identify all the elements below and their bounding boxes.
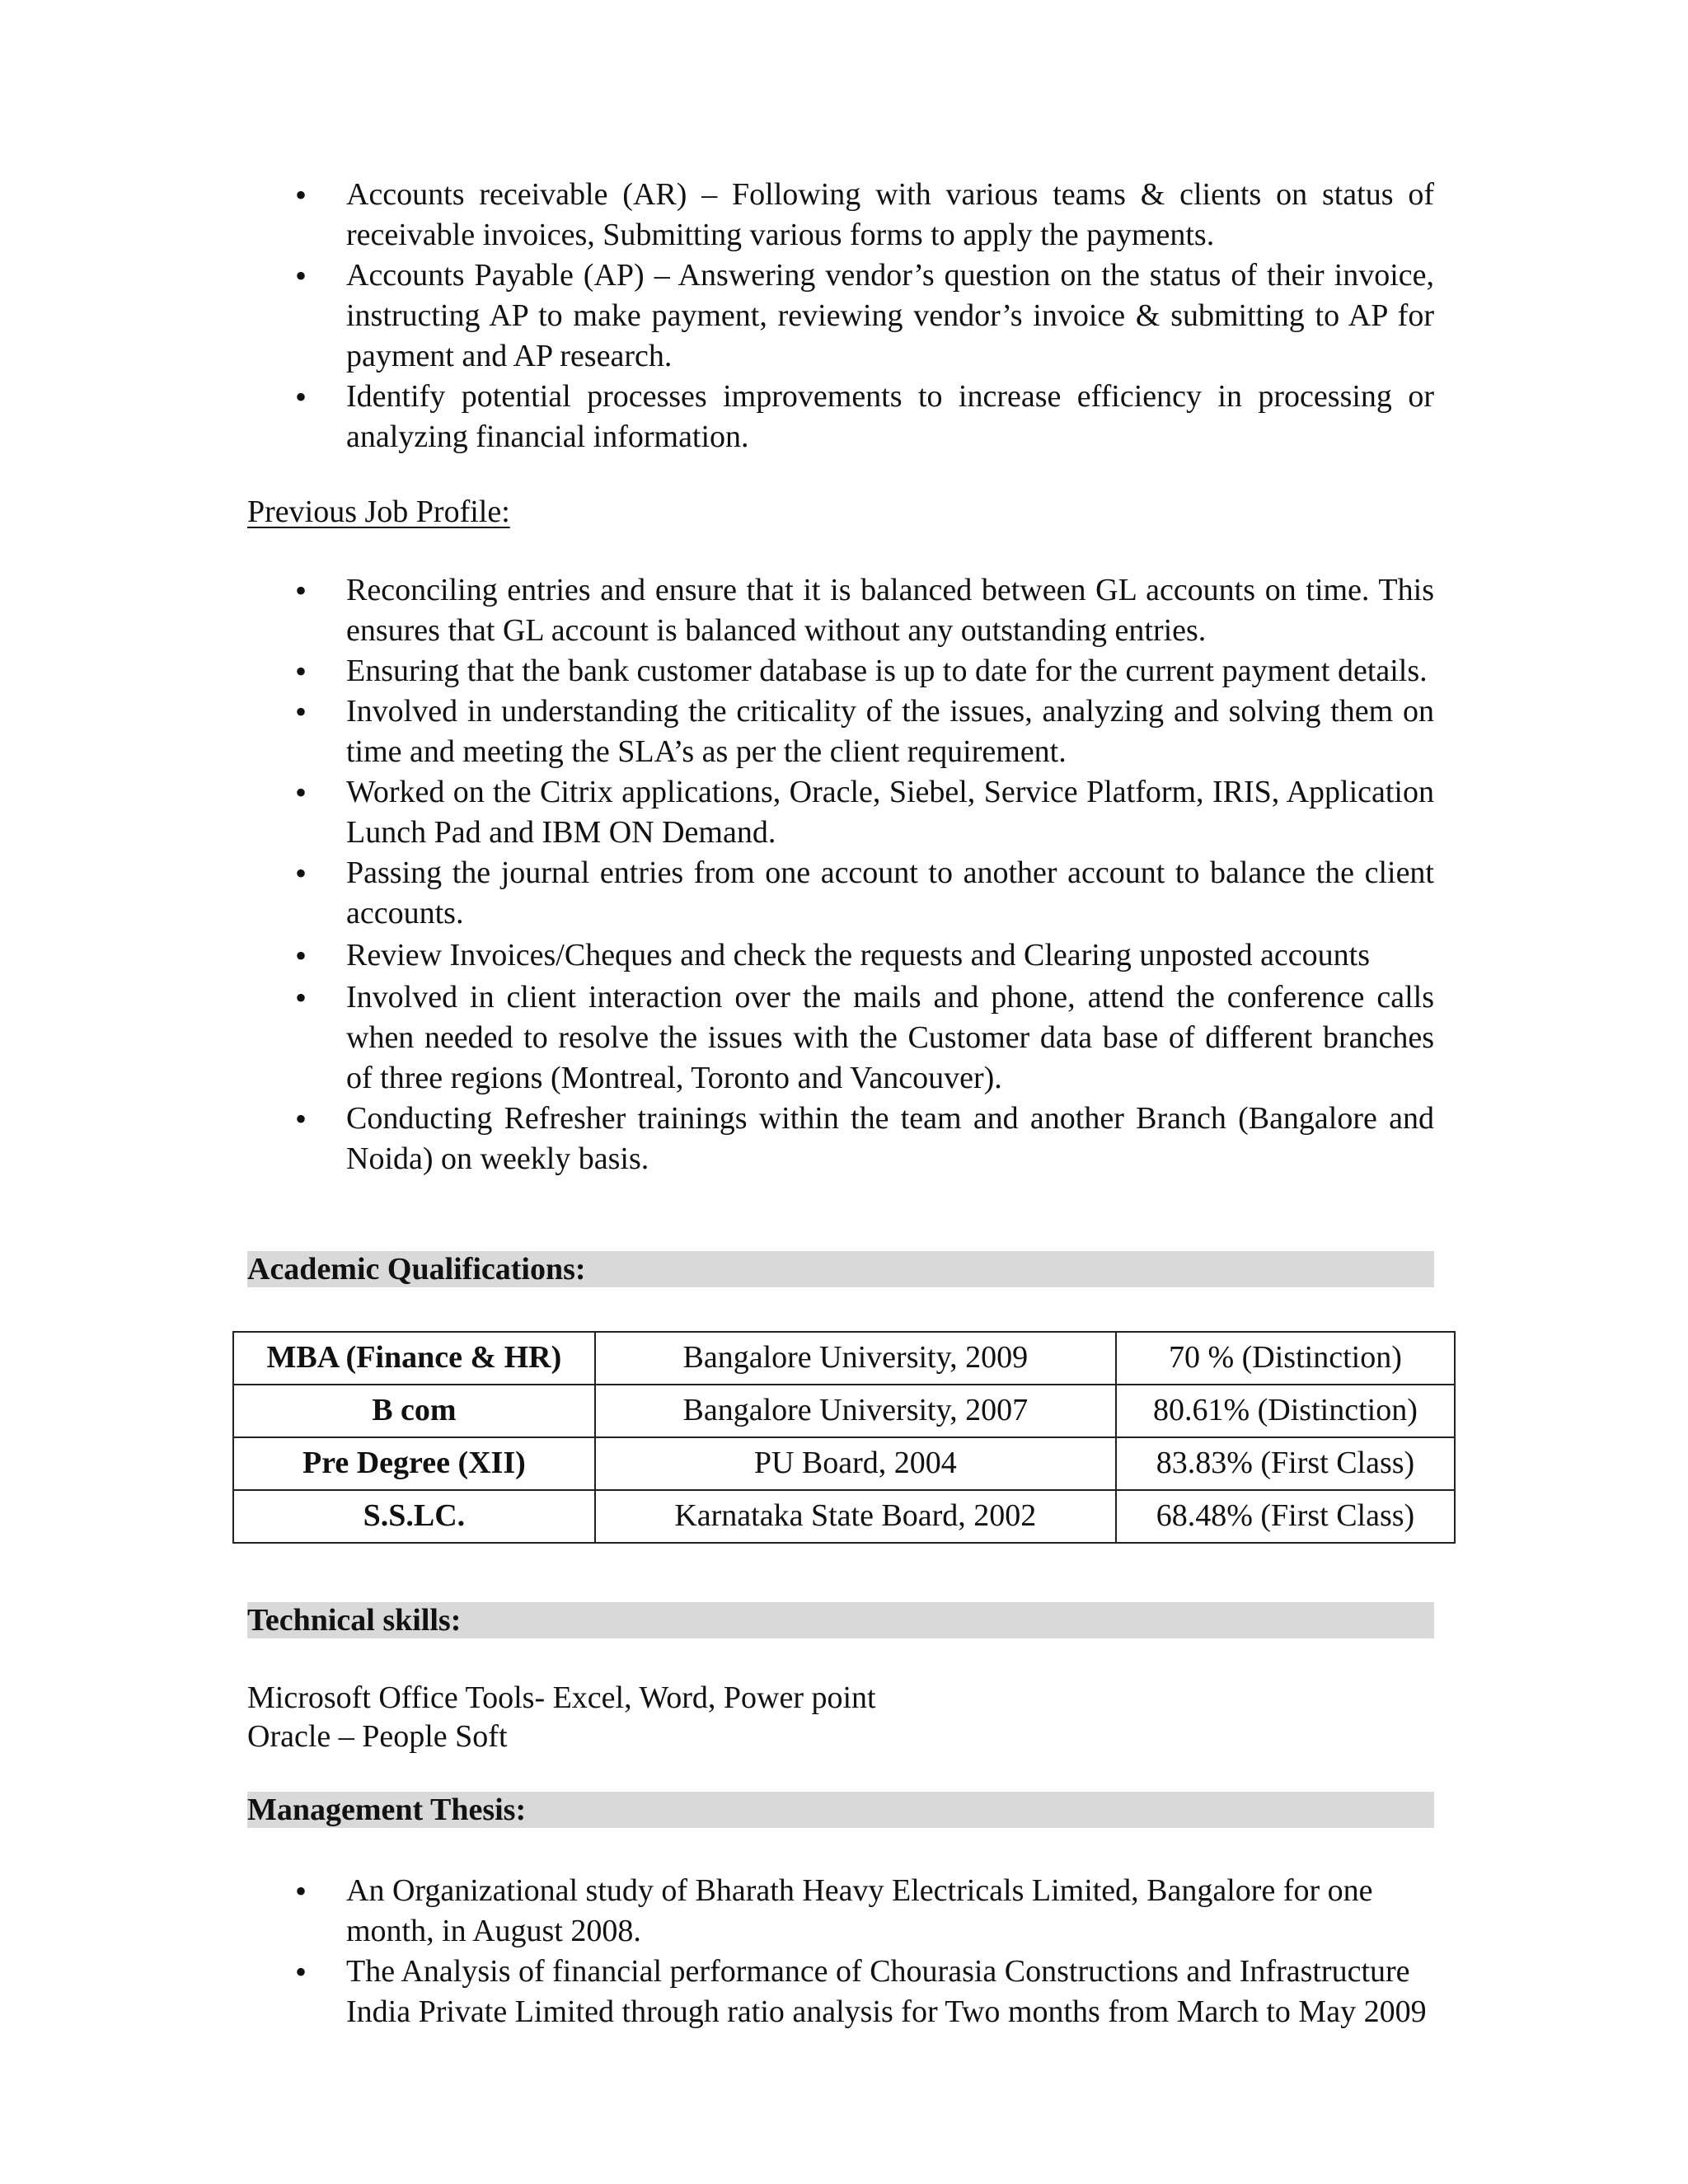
score-cell: 83.83% (First Class) [1116,1437,1455,1490]
list-item: • Ensuring that the bank customer database is up to date for the current payment details. [247,651,1434,691]
list-item: • Conducting Refresher trainings within the team and another Branch (Bangalore and Noida) on weekly basis. [247,1099,1434,1179]
institution-cell: PU Board, 2004 [595,1437,1116,1490]
table-row [233,1332,1455,1385]
previous-job-bullets [247,570,1434,1179]
degree-cell: S.S.LC. [233,1490,595,1543]
institution-cell: Bangalore University, 2009 [595,1332,1116,1385]
degree-cell: MBA (Finance & HR) [233,1332,595,1385]
list-item: • The Analysis of financial performance of Chourasia Constructions and Infrastructure India Private Limited through ratio analysis for Two months from March to May 2009 [247,1952,1434,2032]
score-cell: 80.61% (Distinction) [1116,1385,1455,1437]
technical-skill-line: Microsoft Office Tools- Excel, Word, Power point [247,1680,876,1715]
list-item: • An Organizational study of Bharath Heavy Electricals Limited, Bangalore for one month, in August 2008. [247,1871,1434,1952]
list-item: • Review Invoices/Cheques and check the requests and Clearing unposted accounts [247,935,1434,976]
score-cell: 68.48% (First Class) [1116,1490,1455,1543]
list-item: • Accounts Payable (AP) – Answering vendor’s question on the status of their invoice, instructing AP to make payment, reviewing vendor’s invoice & submitting to AP for payment and AP research. [247,255,1434,377]
academic-heading: Academic Qualifications: [247,1251,1434,1287]
table-row [233,1490,1455,1543]
list-item: • Involved in understanding the criticality of the issues, analyzing and solving them on time and meeting the SLA’s as per the client requirement. [247,691,1434,772]
table-row [233,1385,1455,1437]
table-row [233,1437,1455,1490]
current-job-bullets [247,175,1434,457]
previous-job-heading: Previous Job Profile: [247,494,510,529]
thesis-heading: Management Thesis: [247,1792,1434,1828]
thesis-bullets [247,1871,1434,2032]
list-item: • Passing the journal entries from one account to another account to balance the client accounts. [247,853,1434,934]
institution-cell: Bangalore University, 2007 [595,1385,1116,1437]
list-item: • Involved in client interaction over the mails and phone, attend the conference calls when needed to resolve the issues with the Customer data base of different branches of three regions (Montreal, Toronto and Vancouver). [247,977,1434,1099]
list-item: • Worked on the Citrix applications, Oracle, Siebel, Service Platform, IRIS, Application Lunch Pad and IBM ON Demand. [247,772,1434,853]
degree-cell: B com [233,1385,595,1437]
institution-cell: Karnataka State Board, 2002 [595,1490,1116,1543]
technical-skill-line: Oracle – People Soft [247,1719,508,1754]
score-cell: 70 % (Distinction) [1116,1332,1455,1385]
technical-heading: Technical skills: [247,1602,1434,1638]
list-item: • Reconciling entries and ensure that it is balanced between GL accounts on time. This ensures that GL account is balanced without any outstanding entries. [247,570,1434,651]
qualifications-table [232,1331,1456,1544]
list-item: • Accounts receivable (AR) – Following with various teams & clients on status of receivable invoices, Submitting various forms to apply the payments. [247,175,1434,255]
list-item: • Identify potential processes improvements to increase efficiency in processing or analyzing financial information. [247,377,1434,457]
degree-cell: Pre Degree (XII) [233,1437,595,1490]
